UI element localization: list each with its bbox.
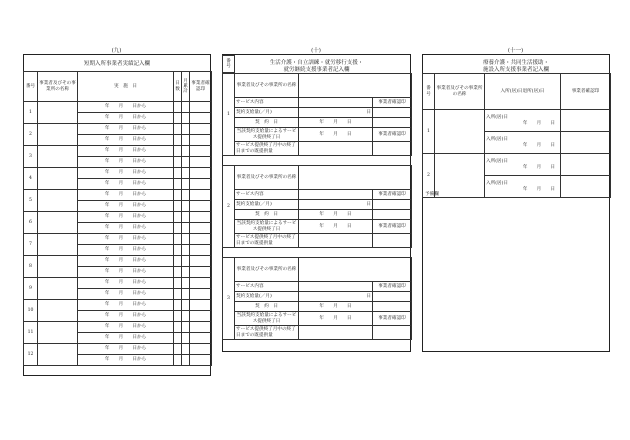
- confirm-seal-cell[interactable]: [190, 300, 212, 311]
- monthly-total-cell[interactable]: [182, 278, 190, 289]
- contract-amount-label: 契約支給量(／月): [235, 292, 299, 302]
- service-date-cell[interactable]: 年 月 日から: [78, 267, 174, 278]
- spare-column-label: 予備欄: [425, 192, 439, 197]
- provider-name-cell[interactable]: [38, 146, 78, 168]
- days-cell[interactable]: [174, 267, 182, 278]
- days-cell[interactable]: [174, 179, 182, 190]
- provider-name-cell[interactable]: [38, 344, 78, 366]
- residential-services-form: [422, 54, 610, 352]
- service-content-cell[interactable]: [299, 98, 373, 108]
- monthly-total-cell[interactable]: [182, 146, 190, 157]
- confirm-seal-cell[interactable]: [190, 190, 212, 201]
- row-number: 10: [24, 300, 38, 322]
- admission-label: 入所(居)日: [486, 115, 508, 121]
- admission-label: 入所(居)日: [486, 137, 508, 143]
- provided-amount-cell[interactable]: [299, 326, 373, 340]
- service-content-cell[interactable]: [299, 282, 373, 292]
- monthly-total-cell[interactable]: [182, 168, 190, 179]
- monthly-total-cell[interactable]: [182, 322, 190, 333]
- header-days: 日数: [174, 72, 182, 102]
- days-cell[interactable]: [174, 157, 182, 168]
- confirm-seal-cell[interactable]: [190, 333, 212, 344]
- monthly-total-cell[interactable]: [182, 234, 190, 245]
- monthly-total-cell[interactable]: [182, 113, 190, 124]
- admission-date-cell[interactable]: [485, 110, 561, 132]
- confirm-seal-label: 事業者確認印: [373, 220, 412, 234]
- service-date-cell[interactable]: 年 月 日から: [78, 179, 174, 190]
- service-date-cell[interactable]: 年 月 日から: [78, 311, 174, 322]
- service-date-cell[interactable]: 年 月 日から: [78, 201, 174, 212]
- provider-name-cell[interactable]: [38, 212, 78, 234]
- confirm-seal-cell[interactable]: [190, 201, 212, 212]
- days-cell[interactable]: [174, 113, 182, 124]
- row-number: 1: [423, 110, 435, 154]
- provider-name-cell[interactable]: [38, 190, 78, 212]
- service-content-label: サービス内容: [235, 98, 299, 108]
- confirm-seal-cell[interactable]: [190, 135, 212, 146]
- monthly-total-cell[interactable]: [182, 190, 190, 201]
- confirm-seal-label: 事業者確認印: [373, 312, 412, 326]
- row-number: 11: [24, 322, 38, 344]
- confirm-seal-cell[interactable]: [373, 302, 412, 312]
- days-cell[interactable]: [174, 102, 182, 113]
- confirm-seal-label: 事業者確認印: [373, 282, 412, 292]
- confirm-seal-cell[interactable]: [190, 212, 212, 223]
- confirm-seal-cell[interactable]: [190, 322, 212, 333]
- days-cell[interactable]: [174, 256, 182, 267]
- confirm-seal-cell[interactable]: [190, 146, 212, 157]
- service-date-cell[interactable]: 年 月 日から: [78, 355, 174, 366]
- row-number: 12: [24, 344, 38, 366]
- days-cell[interactable]: [174, 333, 182, 344]
- monthly-total-cell[interactable]: [182, 344, 190, 355]
- service-date-cell[interactable]: 年 月 日から: [78, 157, 174, 168]
- service-end-date-cell[interactable]: 年 月 日: [299, 128, 373, 142]
- provider-name-cell[interactable]: [38, 102, 78, 124]
- provider-name-label: 事業者及びその事業所の名称: [235, 166, 299, 190]
- short-stay-form: [23, 54, 211, 376]
- form-title: 短期入所事業者実績記入欄: [83, 61, 150, 67]
- days-cell[interactable]: [174, 311, 182, 322]
- days-cell[interactable]: [174, 201, 182, 212]
- provider-name-cell[interactable]: [38, 256, 78, 278]
- monthly-total-cell[interactable]: [182, 201, 190, 212]
- service-date-cell[interactable]: 年 月 日から: [78, 234, 174, 245]
- admission-date: 年 月 日: [522, 120, 555, 126]
- provider-name-cell[interactable]: [38, 300, 78, 322]
- confirm-seal-cell[interactable]: [561, 154, 611, 176]
- provided-amount-label: サービス提供終了月中の終了日までの既提供量: [235, 142, 299, 156]
- header-number: 番号: [24, 72, 38, 102]
- header-monthly-total: 月累計: [182, 72, 190, 102]
- monthly-total-cell[interactable]: [182, 289, 190, 300]
- form-title-line2: 施設入所支援事業者記入欄: [482, 67, 549, 73]
- confirm-seal-cell[interactable]: [373, 118, 412, 128]
- days-cell[interactable]: [174, 289, 182, 300]
- confirm-seal-label: 事業者確認印: [373, 98, 412, 108]
- header-confirm-seal: 事業者確認印: [190, 72, 212, 102]
- panel-number: (九): [111, 48, 122, 54]
- confirm-seal-cell[interactable]: [190, 278, 212, 289]
- confirm-seal-cell[interactable]: [190, 124, 212, 135]
- service-content-cell[interactable]: [299, 190, 373, 200]
- confirm-seal-cell[interactable]: [190, 311, 212, 322]
- header-period: 実 施 日: [78, 72, 174, 102]
- monthly-total-cell[interactable]: [182, 135, 190, 146]
- confirm-seal-label: 事業者確認印: [373, 190, 412, 200]
- service-date-cell[interactable]: 年 月 日から: [78, 135, 174, 146]
- monthly-total-cell[interactable]: [182, 333, 190, 344]
- provider-name-cell[interactable]: [38, 168, 78, 190]
- contract-date-cell[interactable]: 年 月 日: [299, 118, 373, 128]
- service-date-cell[interactable]: 年 月 日から: [78, 300, 174, 311]
- service-date-cell[interactable]: 年 月 日から: [78, 113, 174, 124]
- confirm-seal-cell[interactable]: [190, 267, 212, 278]
- confirm-seal-cell[interactable]: [561, 110, 611, 132]
- service-date-cell[interactable]: 年 月 日から: [78, 212, 174, 223]
- panel-number: (十): [311, 48, 321, 54]
- service-end-date-label: 当該契約支給量によるサービス提供終了日: [235, 128, 299, 142]
- form-title-line1: 生活介護・自立訓練・就労移行支援・: [269, 60, 364, 66]
- confirm-seal-cell[interactable]: [190, 179, 212, 190]
- row-number: 1: [24, 102, 38, 124]
- monthly-total-cell[interactable]: [182, 179, 190, 190]
- days-cell[interactable]: [174, 168, 182, 179]
- monthly-total-cell[interactable]: [182, 212, 190, 223]
- confirm-seal-cell[interactable]: [190, 113, 212, 124]
- days-cell[interactable]: [174, 124, 182, 135]
- block-number: 3: [223, 258, 235, 340]
- days-cell[interactable]: [174, 190, 182, 201]
- confirm-seal-cell[interactable]: [190, 245, 212, 256]
- provider-name-cell[interactable]: [435, 154, 485, 198]
- panel-number: (十一): [507, 48, 524, 54]
- confirm-seal-cell[interactable]: [190, 168, 212, 179]
- header-provider-name: 事業者及びその事業所の名称: [38, 72, 78, 102]
- provider-name-cell[interactable]: [299, 166, 412, 190]
- provided-amount-cell[interactable]: [299, 234, 373, 248]
- monthly-total-cell[interactable]: [182, 267, 190, 278]
- form-title-line2: 就労継続支援事業者記入欄: [283, 67, 350, 73]
- service-date-cell[interactable]: 年 月 日から: [78, 223, 174, 234]
- confirm-seal-label: 事業者確認印: [373, 128, 412, 142]
- provider-name-label: 事業者及びその事業所の名称: [235, 74, 299, 98]
- monthly-total-cell[interactable]: [182, 102, 190, 113]
- contract-amount-label: 契約支給量(／月): [235, 108, 299, 118]
- admission-date: 年 月 日: [522, 142, 555, 148]
- days-cell[interactable]: [174, 344, 182, 355]
- contract-date-cell[interactable]: 年 月 日: [299, 302, 373, 312]
- service-date-cell[interactable]: 年 月 日から: [78, 168, 174, 179]
- header-confirm-seal: 事業者確認印: [561, 74, 611, 110]
- days-cell[interactable]: [174, 135, 182, 146]
- row-number: 3: [24, 146, 38, 168]
- provided-amount-label: サービス提供終了月中の終了日までの既提供量: [235, 234, 299, 248]
- days-cell[interactable]: [174, 278, 182, 289]
- confirm-seal-cell[interactable]: [190, 344, 212, 355]
- monthly-total-cell[interactable]: [182, 124, 190, 135]
- row-number: 5: [24, 190, 38, 212]
- monthly-total-cell[interactable]: [182, 311, 190, 322]
- provided-amount-label: サービス提供終了月中の終了日までの既提供量: [235, 326, 299, 340]
- service-end-date-label: 当該契約支給量によるサービス提供終了日: [235, 312, 299, 326]
- row-number: 9: [24, 278, 38, 300]
- monthly-total-cell[interactable]: [182, 355, 190, 366]
- block-number: 1: [223, 74, 235, 156]
- days-cell[interactable]: [174, 355, 182, 366]
- service-date-cell[interactable]: 年 月 日から: [78, 245, 174, 256]
- provider-name-cell[interactable]: [38, 124, 78, 146]
- contract-amount-cell[interactable]: 日: [299, 292, 373, 302]
- confirm-seal-cell[interactable]: [561, 132, 611, 154]
- confirm-seal-cell[interactable]: [373, 234, 412, 248]
- contract-amount-cell[interactable]: 日: [299, 108, 373, 118]
- row-number: 4: [24, 168, 38, 190]
- days-cell[interactable]: [174, 300, 182, 311]
- admission-date-cell[interactable]: [485, 132, 561, 154]
- days-cell[interactable]: [174, 234, 182, 245]
- confirm-seal-cell[interactable]: [561, 176, 611, 198]
- contract-date-label: 契 約 日: [235, 302, 299, 312]
- admission-date: 年 月 日: [522, 164, 555, 170]
- confirm-seal-cell[interactable]: [190, 234, 212, 245]
- confirm-seal-cell[interactable]: [373, 108, 412, 118]
- monthly-total-cell[interactable]: [182, 256, 190, 267]
- row-number: 2: [24, 124, 38, 146]
- service-content-label: サービス内容: [235, 282, 299, 292]
- row-number: 8: [24, 256, 38, 278]
- confirm-seal-cell[interactable]: [190, 355, 212, 366]
- days-cell[interactable]: [174, 223, 182, 234]
- confirm-seal-cell[interactable]: [373, 142, 412, 156]
- monthly-total-cell[interactable]: [182, 300, 190, 311]
- service-date-cell[interactable]: 年 月 日から: [78, 256, 174, 267]
- provider-name-cell[interactable]: [38, 278, 78, 300]
- header-number: 番号: [423, 74, 435, 110]
- confirm-seal-cell[interactable]: [190, 157, 212, 168]
- contract-amount-label: 契約支給量(／月): [235, 200, 299, 210]
- row-number: 6: [24, 212, 38, 234]
- days-cell[interactable]: [174, 245, 182, 256]
- days-cell[interactable]: [174, 322, 182, 333]
- service-content-label: サービス内容: [235, 190, 299, 200]
- block-number: 2: [223, 166, 235, 248]
- service-date-cell[interactable]: 年 月 日から: [78, 322, 174, 333]
- confirm-seal-cell[interactable]: [373, 210, 412, 220]
- admission-date-cell[interactable]: [485, 176, 561, 198]
- header-provider-name: 事業者及びその事業所の名称: [435, 74, 485, 110]
- monthly-total-cell[interactable]: [182, 157, 190, 168]
- provider-name-cell[interactable]: [435, 110, 485, 154]
- confirm-seal-cell[interactable]: [373, 292, 412, 302]
- monthly-total-cell[interactable]: [182, 223, 190, 234]
- monthly-total-cell[interactable]: [182, 245, 190, 256]
- row-number: 2: [423, 154, 435, 198]
- contract-amount-cell[interactable]: 日: [299, 200, 373, 210]
- service-end-date-cell[interactable]: 年 月 日: [299, 220, 373, 234]
- admission-date: 年 月 日: [522, 186, 555, 192]
- service-date-cell[interactable]: 年 月 日から: [78, 333, 174, 344]
- service-date-cell[interactable]: 年 月 日から: [78, 289, 174, 300]
- confirm-seal-cell[interactable]: [373, 200, 412, 210]
- row-number: 7: [24, 234, 38, 256]
- contract-date-label: 契 約 日: [235, 210, 299, 220]
- service-end-date-cell[interactable]: 年 月 日: [299, 312, 373, 326]
- service-date-cell[interactable]: 年 月 日から: [78, 344, 174, 355]
- service-date-cell[interactable]: 年 月 日から: [78, 102, 174, 113]
- days-cell[interactable]: [174, 212, 182, 223]
- service-date-cell[interactable]: 年 月 日から: [78, 124, 174, 135]
- provided-amount-cell[interactable]: [299, 142, 373, 156]
- form-title-line1: 療養介護・共同生活援助・: [482, 60, 549, 66]
- confirm-seal-cell[interactable]: [373, 326, 412, 340]
- confirm-seal-cell[interactable]: [190, 223, 212, 234]
- daytime-services-form: [222, 54, 411, 352]
- header-number: 番号: [223, 56, 235, 73]
- provider-name-cell[interactable]: [299, 258, 412, 282]
- provider-name-cell[interactable]: [299, 74, 412, 98]
- service-date-cell[interactable]: 年 月 日から: [78, 190, 174, 201]
- confirm-seal-cell[interactable]: [190, 256, 212, 267]
- confirm-seal-cell[interactable]: [190, 289, 212, 300]
- admission-label: 入所(居)日: [486, 159, 508, 165]
- admission-label: 入所(居)日: [486, 181, 508, 187]
- days-cell[interactable]: [174, 146, 182, 157]
- confirm-seal-cell[interactable]: [190, 102, 212, 113]
- contract-date-label: 契 約 日: [235, 118, 299, 128]
- provider-name-cell[interactable]: [38, 322, 78, 344]
- header-admission-dates: 入所(居)日退所(居)日: [485, 74, 561, 110]
- admission-date-cell[interactable]: [485, 154, 561, 176]
- contract-date-cell[interactable]: 年 月 日: [299, 210, 373, 220]
- service-date-cell[interactable]: 年 月 日から: [78, 278, 174, 289]
- provider-name-label: 事業者及びその事業所の名称: [235, 258, 299, 282]
- provider-name-cell[interactable]: [38, 234, 78, 256]
- service-date-cell[interactable]: 年 月 日から: [78, 146, 174, 157]
- service-end-date-label: 当該契約支給量によるサービス提供終了日: [235, 220, 299, 234]
